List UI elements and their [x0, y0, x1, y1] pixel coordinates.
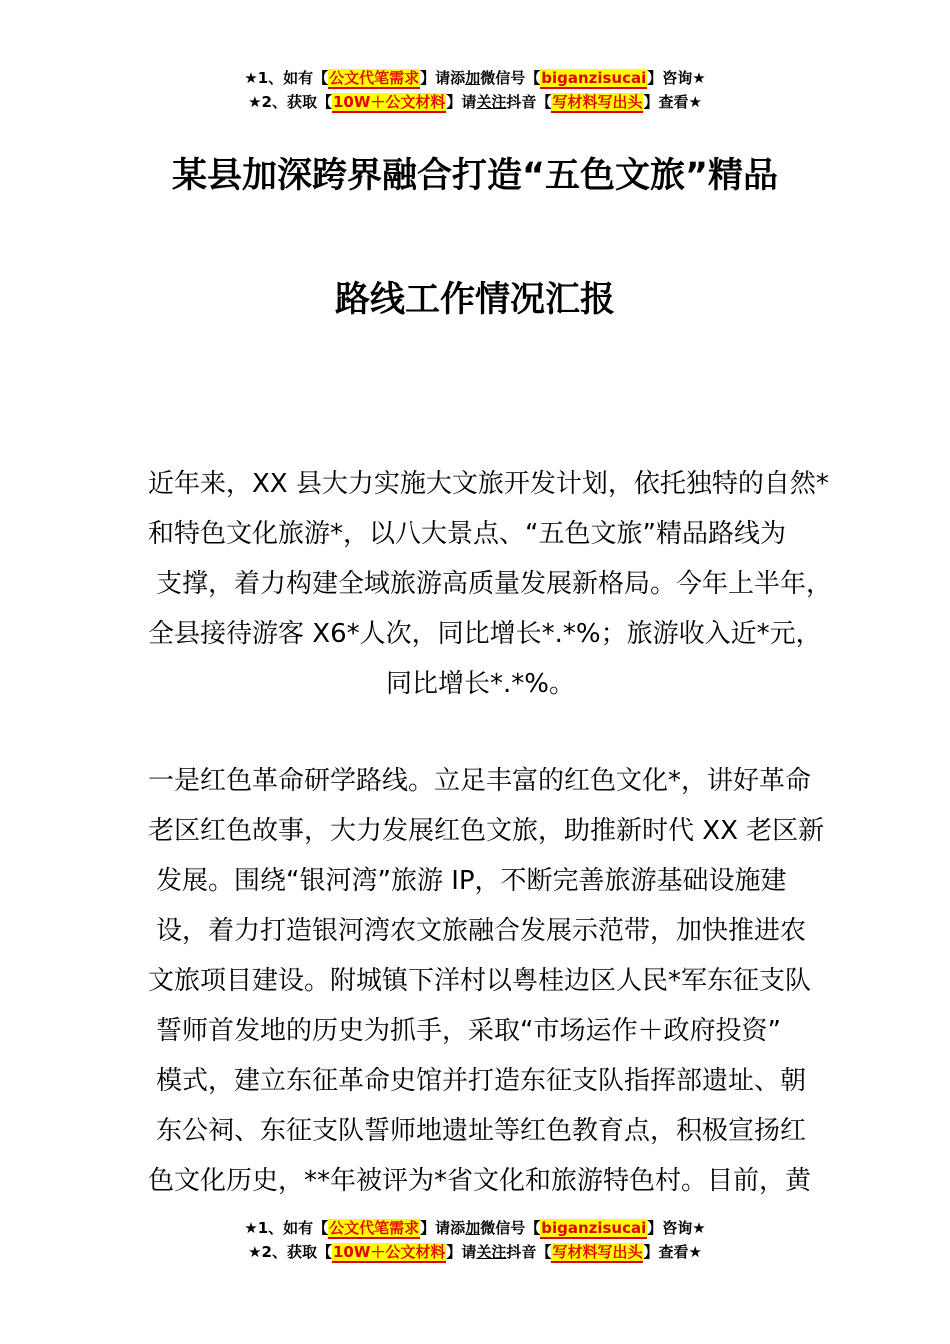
- banner-underlined: 关注: [476, 93, 507, 111]
- text-line: 同比增长*.*%。: [386, 669, 575, 699]
- text-line: 誓师首发地的历史为抓手，采取“市场运作＋政府投资”: [156, 1016, 781, 1046]
- banner-text: ★1、如有【: [244, 1219, 329, 1237]
- banner-highlight: 写材料写出头: [552, 1243, 643, 1261]
- banner-text: ★2、获取【: [248, 1243, 332, 1261]
- red-route-paragraph: [148, 756, 825, 1206]
- text-line: 一是红色革命研学路线。立足丰富的红色文化*，讲好革命: [148, 766, 812, 796]
- text-line: 近年来，XX 县大力实施大文旅开发计划，依托独特的自然*: [148, 469, 829, 499]
- text-line: 模式，建立东征革命史馆并打造东征支队指挥部遗址、朝: [156, 1066, 807, 1096]
- footer-banner: [0, 1216, 950, 1264]
- banner-text: 】咨询★: [647, 1219, 706, 1237]
- text-line: 发展。围绕“银河湾”旅游 IP，不断完善旅游基础设施建: [156, 866, 787, 896]
- text-line: 色文化历史，**年被评为*省文化和旅游特色村。目前，黄: [148, 1166, 812, 1196]
- header-banner: [0, 66, 950, 114]
- banner-text: 微信号【: [480, 1219, 541, 1237]
- banner-line-2: [0, 1240, 950, 1264]
- banner-text: 】查看★: [643, 1243, 702, 1261]
- text-line: 全县接待游客 X6*人次，同比增长*.*%；旅游收入近*元，: [148, 619, 822, 649]
- banner-line-1: [0, 66, 950, 90]
- banner-text: 】请: [446, 1243, 477, 1261]
- banner-highlight: biganzisucai: [541, 69, 647, 87]
- text-line: 文旅项目建设。附城镇下洋村以粤桂边区人民*军东征支队: [148, 966, 812, 996]
- banner-text: 微信号【: [480, 69, 541, 87]
- document-title-line-2: 路线工作情况汇报: [334, 280, 615, 320]
- banner-text: ★1、如有【: [244, 69, 329, 87]
- banner-underlined: 关注: [476, 1243, 507, 1261]
- banner-highlight: biganzisucai: [541, 1219, 647, 1237]
- banner-text: 】查看★: [643, 93, 702, 111]
- banner-line-1: [0, 1216, 950, 1240]
- banner-text: 】请: [446, 93, 477, 111]
- intro-paragraph: [148, 459, 833, 709]
- banner-underlined: 加: [465, 1219, 481, 1237]
- banner-highlight: 10W＋公文材料: [332, 1243, 446, 1261]
- banner-text: 】请添: [420, 1219, 466, 1237]
- banner-highlight: 写材料写出头: [552, 93, 643, 111]
- banner-text: 抖音【: [506, 93, 552, 111]
- text-line: 设，着力打造银河湾农文旅融合发展示范带，加快推进农: [156, 916, 807, 946]
- text-line: 老区红色故事，大力发展红色文旅，助推新时代 XX 老区新: [148, 816, 825, 846]
- banner-text: 】咨询★: [647, 69, 706, 87]
- banner-highlight: 10W＋公文材料: [332, 93, 446, 111]
- text-line: 和特色文化旅游*，以八大景点、“五色文旅”精品路线为: [148, 519, 786, 549]
- banner-highlight: 公文代笔需求: [329, 69, 420, 87]
- banner-highlight: 公文代笔需求: [329, 1219, 420, 1237]
- text-line: 支撑，着力构建全域旅游高质量发展新格局。今年上半年，: [156, 569, 833, 599]
- text-line: 东公祠、东征支队誓师地遗址等红色教育点，积极宣扬红: [156, 1116, 807, 1146]
- banner-text: 】请添: [420, 69, 466, 87]
- banner-text: ★2、获取【: [248, 93, 332, 111]
- banner-underlined: 加: [465, 69, 481, 87]
- banner-line-2: [0, 90, 950, 114]
- banner-text: 抖音【: [506, 1243, 552, 1261]
- document-title-line-1: 某县加深跨界融合打造“五色文旅”精品: [171, 156, 778, 196]
